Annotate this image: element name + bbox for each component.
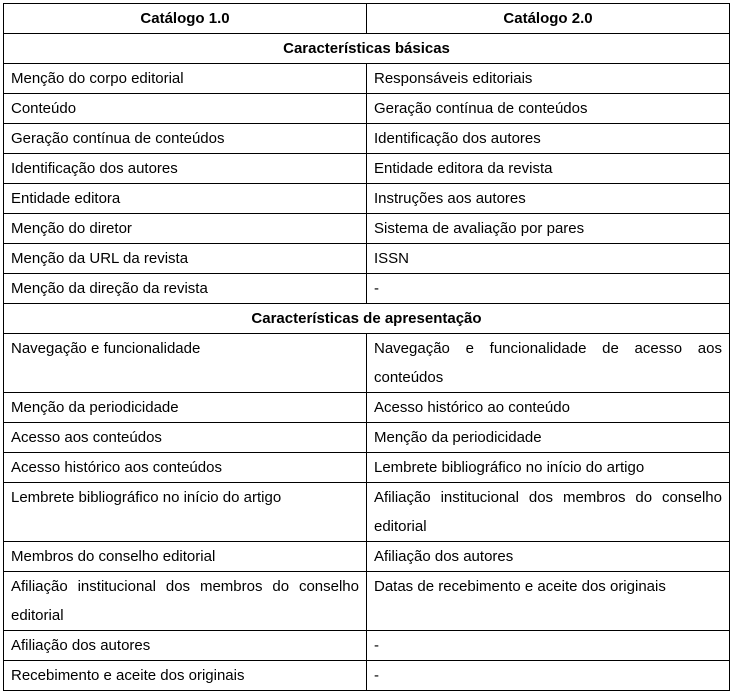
table-row [4, 214, 730, 244]
cell-catalogo-2: Afiliação institucional dos membros do conselho editorial [367, 483, 730, 542]
table-row [4, 572, 730, 631]
cell-catalogo-1: Conteúdo [4, 94, 367, 124]
cell-catalogo-1: Entidade editora [4, 184, 367, 214]
cell-catalogo-2: ISSN [367, 244, 730, 274]
cell-catalogo-1: Lembrete bibliográfico no início do artigo [4, 483, 367, 542]
table-row [4, 423, 730, 453]
cell-catalogo-2: Datas de recebimento e aceite dos originais [367, 572, 730, 631]
table-row [4, 184, 730, 214]
cell-catalogo-2: - [367, 274, 730, 304]
cell-catalogo-2: Acesso histórico ao conteúdo [367, 393, 730, 423]
table-row [4, 94, 730, 124]
cell-catalogo-1: Membros do conselho editorial [4, 542, 367, 572]
cell-catalogo-1: Recebimento e aceite dos originais [4, 661, 367, 691]
table-row [4, 483, 730, 542]
table-row [4, 393, 730, 423]
cell-catalogo-1: Menção do diretor [4, 214, 367, 244]
cell-catalogo-2: - [367, 661, 730, 691]
header-row [4, 4, 730, 34]
cell-catalogo-1: Navegação e funcionalidade [4, 334, 367, 393]
table-row [4, 661, 730, 691]
section-row-presentation [4, 304, 730, 334]
cell-catalogo-1: Identificação dos autores [4, 154, 367, 184]
cell-catalogo-2: Afiliação dos autores [367, 542, 730, 572]
cell-catalogo-2: Instruções aos autores [367, 184, 730, 214]
cell-catalogo-1: Geração contínua de conteúdos [4, 124, 367, 154]
table-row [4, 542, 730, 572]
section-row-basic [4, 34, 730, 64]
table-row [4, 64, 730, 94]
cell-catalogo-1: Menção da direção da revista [4, 274, 367, 304]
cell-catalogo-1: Afiliação dos autores [4, 631, 367, 661]
cell-catalogo-1: Acesso histórico aos conteúdos [4, 453, 367, 483]
section-title-basic: Características básicas [4, 34, 730, 64]
table-row [4, 244, 730, 274]
cell-catalogo-2: - [367, 631, 730, 661]
cell-catalogo-2: Entidade editora da revista [367, 154, 730, 184]
cell-catalogo-1: Afiliação institucional dos membros do conselho editorial [4, 572, 367, 631]
cell-catalogo-2: Navegação e funcionalidade de acesso aos conteúdos [367, 334, 730, 393]
cell-catalogo-1: Acesso aos conteúdos [4, 423, 367, 453]
table-row [4, 631, 730, 661]
cell-catalogo-1: Menção do corpo editorial [4, 64, 367, 94]
cell-catalogo-2: Lembrete bibliográfico no início do artigo [367, 453, 730, 483]
table-row [4, 154, 730, 184]
column-header-catalogo-1: Catálogo 1.0 [4, 4, 367, 34]
cell-catalogo-1: Menção da URL da revista [4, 244, 367, 274]
cell-catalogo-1: Menção da periodicidade [4, 393, 367, 423]
table-row [4, 453, 730, 483]
comparison-table [3, 3, 730, 691]
column-header-catalogo-2: Catálogo 2.0 [367, 4, 730, 34]
cell-catalogo-2: Geração contínua de conteúdos [367, 94, 730, 124]
cell-catalogo-2: Menção da periodicidade [367, 423, 730, 453]
table-row [4, 334, 730, 393]
table-row [4, 124, 730, 154]
cell-catalogo-2: Identificação dos autores [367, 124, 730, 154]
table-row [4, 274, 730, 304]
cell-catalogo-2: Sistema de avaliação por pares [367, 214, 730, 244]
section-title-presentation: Características de apresentação [4, 304, 730, 334]
cell-catalogo-2: Responsáveis editoriais [367, 64, 730, 94]
